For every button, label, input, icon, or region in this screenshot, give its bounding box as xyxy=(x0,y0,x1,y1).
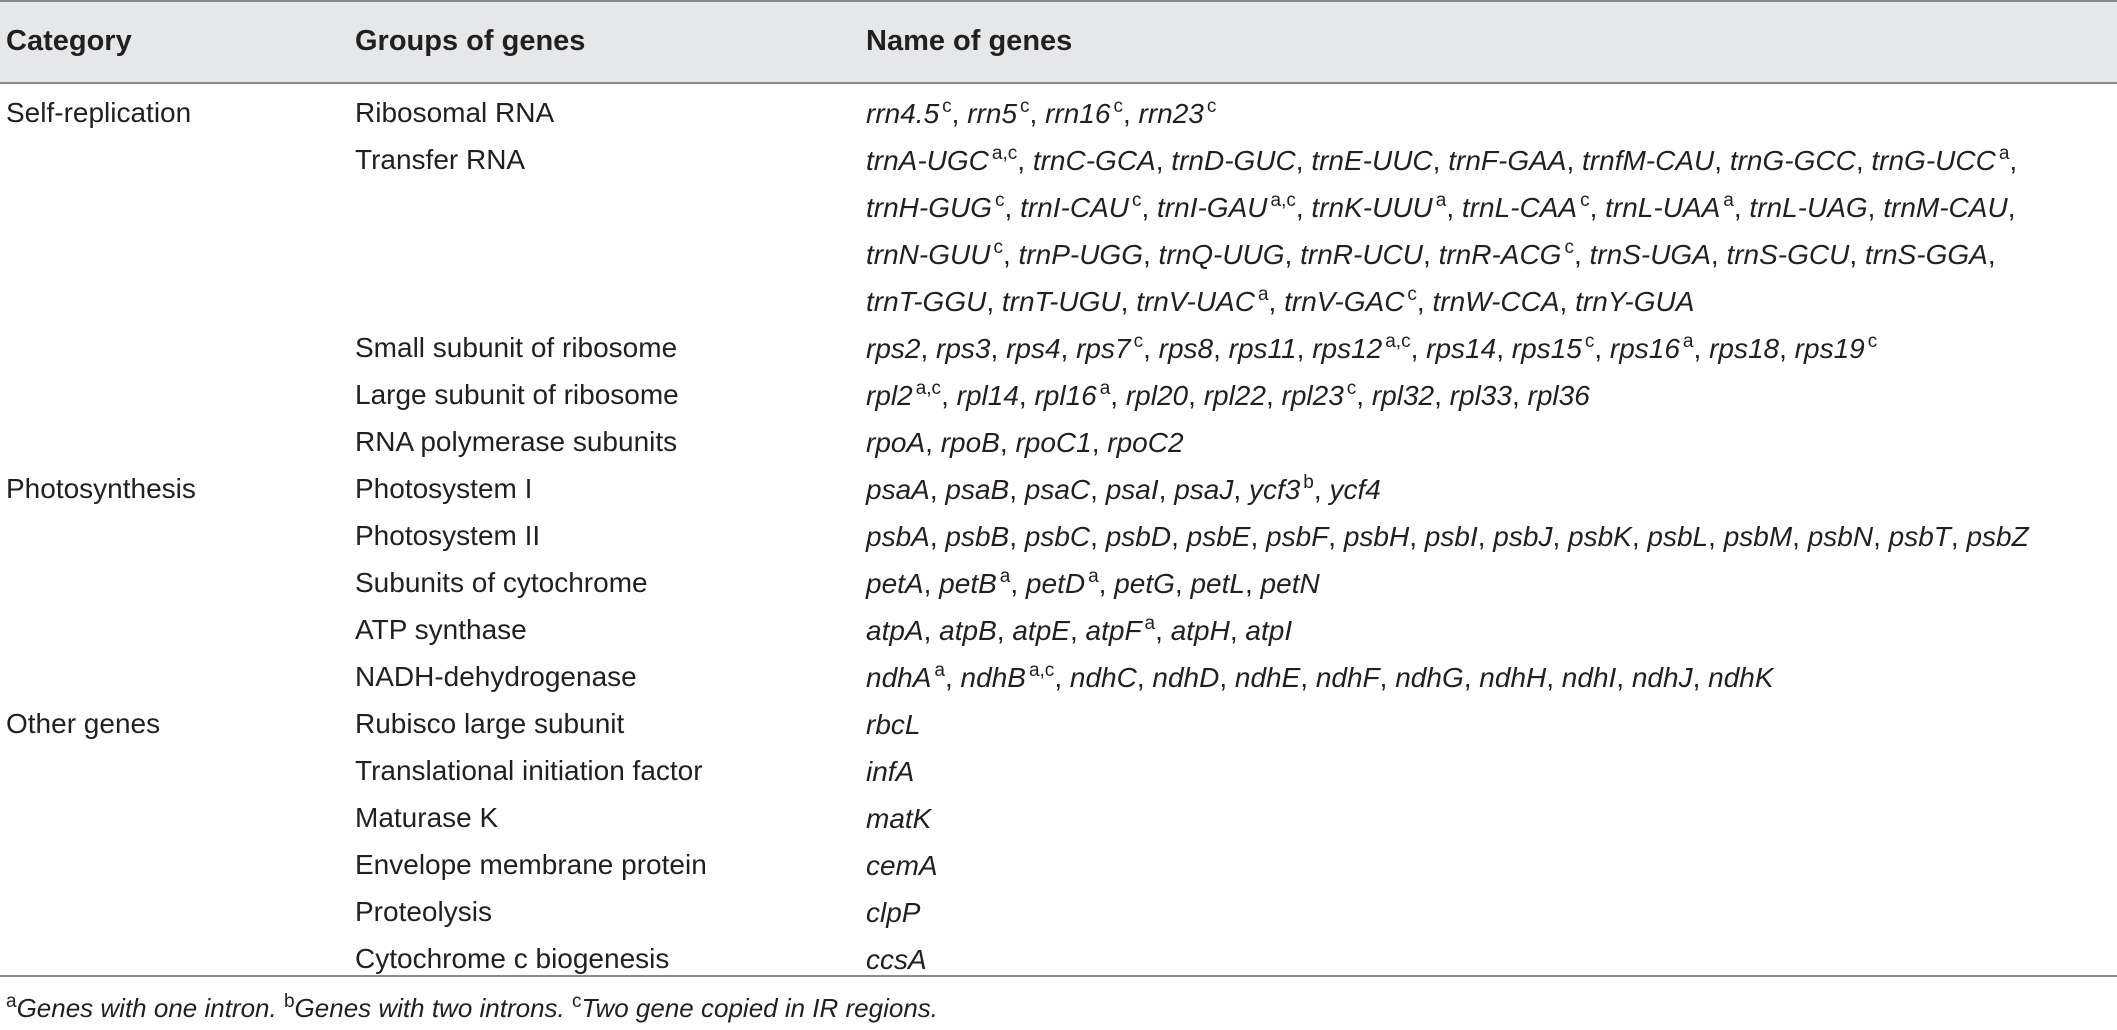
gene-footnote-mark: c xyxy=(993,237,1003,258)
gene-name: trnY-GUA xyxy=(1575,286,1695,317)
gene-name: rpl22 xyxy=(1203,380,1266,411)
gene-name: ndhJ xyxy=(1631,662,1693,693)
gene-line: rpl2 $^{a,c}$, rpl14, rpl16 $^a$, rpl20, rpl22, rpl23 $^c$, rpl32, rpl33, rpl36 xyxy=(866,378,1590,411)
genes-cell xyxy=(866,137,2111,325)
gene-name: rrn23 xyxy=(1138,98,1204,129)
gene-name: ycf3 xyxy=(1248,474,1301,505)
gene-line: rps2, rps3, rps4, rps7 $^c$, rps8, rps11, rps12 $^{a,c}$, rps14, rps15 $^c$, rps16 $^a$, rps18, rps19 $^c$ xyxy=(866,331,1878,364)
gene-line xyxy=(866,889,2111,936)
gene-name: rpl32 xyxy=(1371,380,1435,411)
gene-name: psbM xyxy=(1723,521,1793,552)
top-rule xyxy=(0,0,2117,2)
gene-name: rrn16 xyxy=(1045,98,1111,129)
gene-name: atpB xyxy=(939,615,997,646)
gene-name: trnA-UGC xyxy=(866,145,989,176)
group-cell: Large subunit of ribosome xyxy=(355,379,679,410)
genes-cell xyxy=(866,654,2111,701)
gene-footnote-mark: c xyxy=(1133,331,1144,352)
gene-name: atpF xyxy=(1085,615,1142,646)
gene-footnote-mark: a,c xyxy=(1385,331,1411,352)
gene-name: atpH xyxy=(1170,615,1230,646)
gene-name: trnfM-CAU xyxy=(1582,145,1715,176)
gene-footnote-mark: c xyxy=(995,190,1005,211)
gene-name: rps3 xyxy=(936,333,991,364)
gene-name: psbH xyxy=(1343,521,1410,552)
gene-footnote-mark: c xyxy=(1584,331,1595,352)
group-cell: Rubisco large subunit xyxy=(355,708,625,739)
gene-name: trnF-GAA xyxy=(1448,145,1567,176)
gene-name: trnL-UAG xyxy=(1749,192,1868,223)
gene-name: trnS-UGA xyxy=(1589,239,1711,270)
gene-name: petL xyxy=(1190,568,1245,599)
gene-name: trnT-UGU xyxy=(1001,286,1121,317)
gene-footnote-mark: c xyxy=(1113,96,1123,117)
gene-name: psbL xyxy=(1647,521,1709,552)
gene-footnote-mark: a xyxy=(1723,190,1734,211)
gene-footnote-mark: c xyxy=(1407,284,1417,305)
gene-name: rpl36 xyxy=(1527,380,1590,411)
gene-footnote-mark: c xyxy=(1020,96,1030,117)
genes-cell xyxy=(866,513,2111,560)
genes-cell xyxy=(866,90,2111,137)
gene-name: petG xyxy=(1114,568,1175,599)
gene-line: trnT-GGU, trnT-UGU, trnV-UAC $^a$, trnV-GAC $^c$, trnW-CCA, trnY-GUA xyxy=(866,284,1695,317)
group-cell: Subunits of cytochrome xyxy=(355,567,648,598)
gene-footnote-mark: c xyxy=(1867,331,1878,352)
gene-name: trnM-CAU xyxy=(1883,192,2008,223)
gene-name: rpl20 xyxy=(1125,380,1189,411)
gene-footnote-mark: c xyxy=(1346,378,1357,399)
gene-name: rpl14 xyxy=(956,380,1019,411)
header-rule xyxy=(0,82,2117,84)
gene-name: rbcL xyxy=(866,709,921,740)
gene-name: trnK-UUU xyxy=(1311,192,1433,223)
gene-name: petB xyxy=(939,568,997,599)
gene-line: atpA, atpB, atpE, atpF $^a$, atpH, atpI xyxy=(866,613,1293,646)
gene-footnote-mark: c xyxy=(1206,96,1217,117)
gene-name: rps14 xyxy=(1426,333,1497,364)
genes-cell xyxy=(866,560,2111,607)
gene-name: rpoC1 xyxy=(1015,427,1092,458)
footnote-text-a: Genes with one intron. xyxy=(16,993,277,1023)
gene-name: trnG-GCC xyxy=(1729,145,1856,176)
gene-name: atpA xyxy=(866,615,924,646)
gene-footnote-mark: a xyxy=(1998,143,2010,164)
gene-name: psbE xyxy=(1186,521,1251,552)
gene-name: psbT xyxy=(1888,521,1951,552)
footnote-mark-b: b xyxy=(283,991,295,1012)
gene-name: ndhE xyxy=(1234,662,1301,693)
gene-name: trnS-GCU xyxy=(1726,239,1850,270)
gene-line: psaA, psaB, psaC, psaI, psaJ, ycf3 $^b$, ycf4 xyxy=(866,472,1381,505)
footnote-text-b: Genes with two introns. xyxy=(294,993,565,1023)
gene-line xyxy=(866,795,2111,842)
gene-name: trnV-UAC xyxy=(1136,286,1255,317)
gene-footnote-mark: c xyxy=(1564,237,1574,258)
gene-name: trnR-ACG xyxy=(1438,239,1562,270)
gene-name: psbK xyxy=(1568,521,1632,552)
gene-name: trnV-GAC xyxy=(1284,286,1405,317)
group-cell: Photosystem I xyxy=(355,473,533,504)
gene-line: rrn4.5 $^c$, rrn5 $^c$, rrn16 $^c$, rrn23 $^c$ xyxy=(866,96,1217,129)
genes-cell xyxy=(866,607,2111,654)
gene-footnote-mark: a xyxy=(999,566,1011,587)
gene-name: petD xyxy=(1025,568,1086,599)
gene-name: ndhH xyxy=(1479,662,1547,693)
group-cell: Maturase K xyxy=(355,802,499,833)
genes-cell xyxy=(866,936,2111,983)
gene-footnote-mark: c xyxy=(1580,190,1590,211)
gene-name: psaJ xyxy=(1174,474,1234,505)
gene-name: psbZ xyxy=(1966,521,2029,552)
gene-name: infA xyxy=(866,756,915,787)
gene-name: rpl16 xyxy=(1034,380,1097,411)
gene-line xyxy=(866,748,2111,795)
category-cell: Photosynthesis xyxy=(6,473,196,504)
gene-name: trnC-GCA xyxy=(1032,145,1156,176)
gene-line xyxy=(866,842,2111,889)
gene-name: trnD-GUC xyxy=(1171,145,1296,176)
gene-name: rps8 xyxy=(1158,333,1214,364)
gene-name: rpoB xyxy=(940,427,1000,458)
genes-cell xyxy=(866,842,2111,889)
gene-name: trnE-UUC xyxy=(1311,145,1433,176)
gene-name: trnG-UCC xyxy=(1871,145,1996,176)
group-cell: NADH-dehydrogenase xyxy=(355,661,637,692)
gene-name: ndhC xyxy=(1069,662,1137,693)
gene-name: trnT-GGU xyxy=(866,286,987,317)
gene-name: ndhA xyxy=(866,662,932,693)
gene-footnote-mark: a xyxy=(1257,284,1269,305)
gene-name: psbI xyxy=(1424,521,1478,552)
gene-line: trnH-GUG $^c$, trnI-CAU $^c$, trnI-GAU $^{a,c}$, trnK-UUU $^a$, trnL-CAA $^c$, trnL-UAA $^a$, trnL-UAG, trnM-CAU, xyxy=(866,190,2016,223)
gene-name: psbD xyxy=(1105,521,1172,552)
gene-name: trnL-UAA xyxy=(1605,192,1721,223)
gene-name: cemA xyxy=(866,850,938,881)
gene-name: rps19 xyxy=(1794,333,1865,364)
group-cell: Proteolysis xyxy=(355,896,492,927)
gene-name: trnI-GAU xyxy=(1157,192,1268,223)
group-cell: Transfer RNA xyxy=(355,144,526,175)
footnote-mark-a: a xyxy=(6,991,17,1012)
gene-footnote-mark: a xyxy=(1088,566,1099,587)
gene-footnote-mark: a,c xyxy=(915,378,942,399)
footnote-text-c: Two gene copied in IR regions. xyxy=(581,993,939,1023)
gene-name: atpE xyxy=(1012,615,1070,646)
gene-name: rrn4.5 xyxy=(866,98,940,129)
table-footnote xyxy=(6,992,938,1024)
gene-name: psaI xyxy=(1105,474,1159,505)
group-cell: ATP synthase xyxy=(355,614,527,645)
gene-name: rps12 xyxy=(1312,333,1383,364)
gene-line: trnN-GUU $^c$, trnP-UGG, trnQ-UUG, trnR-UCU, trnR-ACG $^c$, trnS-UGA, trnS-GCU, trnS-GGA, xyxy=(866,237,1996,270)
gene-name: petA xyxy=(866,568,924,599)
gene-footnote-mark: c xyxy=(942,96,952,117)
group-cell: Cytochrome c biogenesis xyxy=(355,943,670,974)
genes-cell xyxy=(866,419,2111,466)
group-cell: Small subunit of ribosome xyxy=(355,332,678,363)
gene-name: rps2 xyxy=(866,333,921,364)
gene-name: rps11 xyxy=(1228,333,1297,364)
genes-cell xyxy=(866,748,2111,795)
gene-name: rps7 xyxy=(1076,333,1131,364)
gene-footnote-mark: a xyxy=(1435,190,1447,211)
gene-name: rrn5 xyxy=(967,98,1018,129)
gene-name: ndhI xyxy=(1561,662,1617,693)
gene-footnote-mark: a,c xyxy=(1028,660,1055,681)
gene-name: trnS-GGA xyxy=(1864,239,1988,270)
gene-name: ycf4 xyxy=(1329,474,1381,505)
genes-cell xyxy=(866,372,2111,419)
genes-cell xyxy=(866,889,2111,936)
gene-name: psbN xyxy=(1807,521,1874,552)
gene-name: rps4 xyxy=(1006,333,1061,364)
gene-name: atpI xyxy=(1245,615,1293,646)
gene-line: rpoA, rpoB, rpoC1, rpoC2 xyxy=(866,427,1184,458)
group-cell: RNA polymerase subunits xyxy=(355,426,678,457)
gene-name: rpoC2 xyxy=(1107,427,1184,458)
gene-footnote-mark: a xyxy=(1099,378,1111,399)
gene-name: matK xyxy=(866,803,932,834)
gene-footnote-mark: c xyxy=(1131,190,1142,211)
gene-name: trnQ-UUG xyxy=(1158,239,1285,270)
gene-footnote-mark: a,c xyxy=(991,143,1018,164)
gene-footnote-mark: a xyxy=(934,660,945,681)
gene-name: psaB xyxy=(945,474,1010,505)
genes-cell xyxy=(866,795,2111,842)
category-cell: Other genes xyxy=(6,708,161,739)
gene-name: trnW-CCA xyxy=(1432,286,1560,317)
gene-name: rps16 xyxy=(1609,333,1680,364)
gene-line: psbA, psbB, psbC, psbD, psbE, psbF, psbH, psbI, psbJ, psbK, psbL, psbM, psbN, psbT, psbZ xyxy=(866,521,2029,552)
gene-name: trnI-CAU xyxy=(1020,192,1129,223)
gene-name: rpl2 xyxy=(866,380,913,411)
gene-name: psaC xyxy=(1024,474,1091,505)
gene-name: trnN-GUU xyxy=(866,239,991,270)
gene-name: trnH-GUG xyxy=(866,192,992,223)
gene-name: rps15 xyxy=(1511,333,1582,364)
gene-line: trnA-UGC $^{a,c}$, trnC-GCA, trnD-GUC, trnE-UUC, trnF-GAA, trnfM-CAU, trnG-GCC, trnG-UCC $^a$, xyxy=(866,143,2018,176)
gene-name: rpl23 xyxy=(1281,380,1344,411)
header-category: Category xyxy=(6,25,132,57)
gene-name: clpP xyxy=(866,897,921,928)
gene-line xyxy=(866,936,2111,983)
gene-footnote-mark: b xyxy=(1303,472,1314,493)
gene-name: ndhF xyxy=(1315,662,1380,693)
gene-name: ndhB xyxy=(960,662,1026,693)
gene-name: rpl33 xyxy=(1449,380,1512,411)
genes-cell xyxy=(866,701,2111,748)
gene-name: trnP-UGG xyxy=(1018,239,1143,270)
group-cell: Photosystem II xyxy=(355,520,541,551)
header-name-of-genes: Name of genes xyxy=(866,25,1073,57)
gene-name: psbB xyxy=(945,521,1010,552)
gene-name: psbA xyxy=(866,521,930,552)
gene-name: rps18 xyxy=(1709,333,1780,364)
gene-line xyxy=(866,701,2111,748)
group-cell: Envelope membrane protein xyxy=(355,849,707,880)
gene-footnote-mark: a xyxy=(1144,613,1156,634)
gene-name: ndhK xyxy=(1708,662,1774,693)
gene-name: trnL-CAA xyxy=(1461,192,1578,223)
gene-name: psbF xyxy=(1266,521,1329,552)
gene-line: ndhA $^a$, ndhB $^{a,c}$, ndhC, ndhD, ndhE, ndhF, ndhG, ndhH, ndhI, ndhJ, ndhK xyxy=(866,660,1774,693)
gene-name: psbJ xyxy=(1493,521,1553,552)
gene-line: petA, petB $^a$, petD $^a$, petG, petL, petN xyxy=(866,566,1320,599)
genes-cell xyxy=(866,466,2111,513)
footnote-mark-c: c xyxy=(572,991,582,1012)
gene-footnote-mark: a xyxy=(1682,331,1694,352)
gene-name: ccsA xyxy=(866,944,927,975)
gene-name: psaA xyxy=(866,474,930,505)
group-cell: Translational initiation factor xyxy=(355,755,703,786)
gene-footnote-mark: a,c xyxy=(1270,190,1296,211)
gene-name: ndhD xyxy=(1152,662,1220,693)
header-groups-of-genes: Groups of genes xyxy=(355,25,586,57)
group-cell: Ribosomal RNA xyxy=(355,97,555,128)
gene-name: rpoA xyxy=(866,427,926,458)
gene-name: trnR-UCU xyxy=(1300,239,1423,270)
gene-name: psbC xyxy=(1024,521,1091,552)
category-cell: Self-replication xyxy=(6,97,192,128)
genes-cell xyxy=(866,325,2111,372)
gene-name: ndhG xyxy=(1395,662,1464,693)
gene-name: petN xyxy=(1260,568,1320,599)
